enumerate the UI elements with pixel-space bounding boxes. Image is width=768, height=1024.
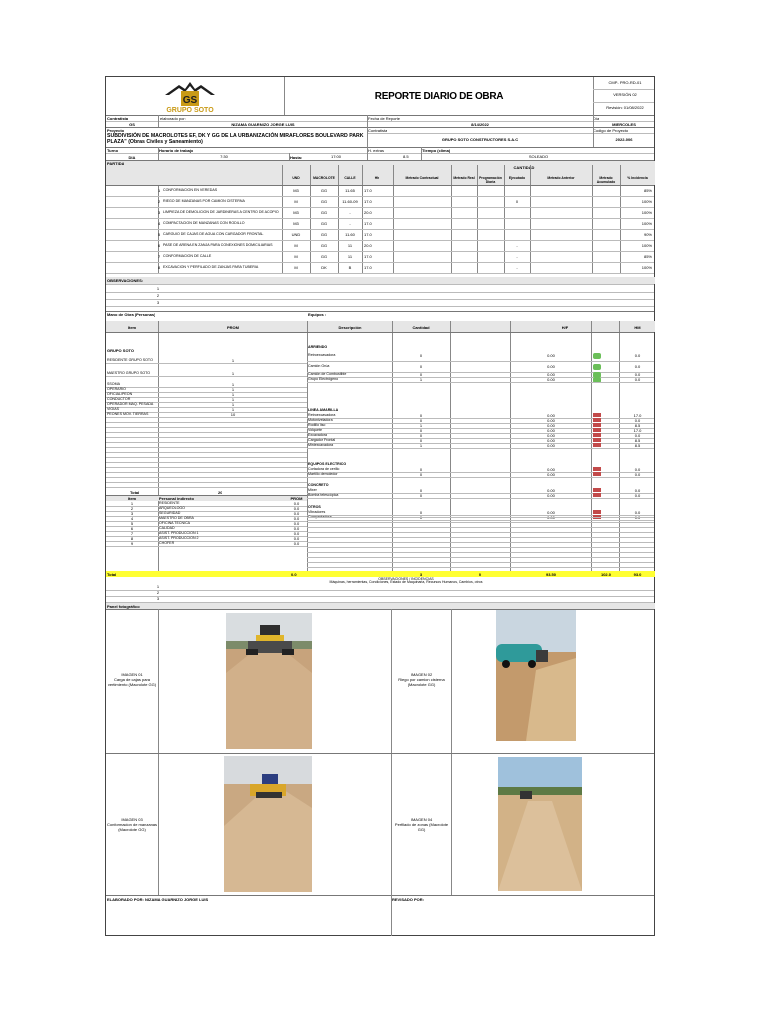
equipo-cantidad: 1: [419, 443, 423, 448]
horario-label: Horario de trabajo: [159, 148, 194, 153]
indirect-number: 6: [130, 526, 134, 531]
image-3-caption: [106, 817, 158, 832]
partida-unit: M: [294, 243, 298, 248]
image-3-desc: Conformacion de manzanas (Macrolote GG): [106, 822, 158, 832]
indirect-col-item: Item: [127, 496, 137, 501]
elaborado-footer: ELABORADO POR: NIZAMA GUARNIZO JORGE LUIS: [107, 897, 209, 902]
partida-number: 6: [158, 243, 161, 248]
equipo-hm: 0.0: [634, 510, 641, 515]
partida-hh: 17.0: [364, 221, 372, 226]
partida-number: 1: [158, 188, 161, 193]
equipo-cantidad: 0: [419, 467, 423, 472]
hrs-label: H. extras: [368, 148, 385, 153]
equipo-name: Excavadora: [308, 433, 327, 437]
partida-number: 3: [158, 210, 161, 215]
worker-count: 1: [231, 392, 235, 397]
equipo-cantidad: 0: [419, 515, 423, 520]
logo-text: GRUPO SOTO: [166, 107, 214, 114]
mano-obra-label: Mano de Obra (Personas): [107, 312, 156, 317]
status-alert-icon: [593, 510, 601, 514]
hora-fin: 17:00: [330, 154, 341, 159]
image-1-label: IMAGEN 01: [121, 672, 143, 677]
incidencias-title: OBSERVACIONES / INCIDENCIAS: [378, 577, 434, 581]
worker-count: 1: [231, 358, 235, 363]
equipo-hm: 0.0: [634, 472, 641, 477]
indirect-number: 7: [130, 531, 134, 536]
equipo-name: Camión Grúa: [308, 364, 330, 368]
worker-role: OFICIAL/PEON: [107, 392, 133, 396]
equipo-name: Camión de Combustible: [308, 372, 347, 376]
equipo-name: Retroexcavadora: [308, 413, 336, 417]
equipo-cantidad: 0: [419, 418, 423, 423]
worker-count: 1: [231, 402, 235, 407]
image-2-caption: [392, 672, 451, 687]
loader-photo-icon: [226, 613, 312, 749]
status-alert-icon: [593, 413, 601, 417]
worker-count: 10: [230, 412, 236, 417]
partidas-col-header: Metrado Anterior: [547, 176, 575, 180]
indirect-role: SEGURIDAD: [159, 511, 181, 515]
worker-role: RESIDENTE GRUPO SOTO: [107, 358, 153, 362]
image-1-caption: [106, 672, 158, 687]
photo-loader-front: [226, 613, 312, 749]
equipo-name: Cortadora de cerillo: [308, 467, 340, 471]
equipo-name: Grupo Electrógeno: [308, 377, 339, 381]
image-4-caption: [392, 817, 451, 832]
worker-count: 1: [231, 387, 235, 392]
equipo-hm: 8.5: [634, 438, 641, 443]
partida-description: CARGUIO DE CAJAS DE AGUA CON CARGADOR FRONTAL: [163, 232, 264, 236]
equipos-section-title: ARRIENDO: [308, 345, 328, 349]
status-alert-icon: [593, 493, 601, 497]
equipo-cantidad: 0: [419, 433, 423, 438]
equipo-hf: 0.00: [547, 515, 555, 520]
partida-macrolote: GG: [320, 210, 328, 215]
equipo-hf: 0.00: [547, 377, 555, 382]
partida-description: PASE DE ARENA EN ZANJA PARA CONEXIONES DOMICILIARIAS: [163, 243, 273, 247]
partidas-col-header: Metrado Contractual: [405, 176, 439, 180]
equipo-hm: 0.0: [634, 372, 641, 377]
indirect-role: MAESTRO DE OBRA: [159, 516, 194, 520]
status-alert-icon: [593, 423, 601, 427]
partida-unit: M3: [293, 210, 299, 215]
col-desc: Descripción: [338, 325, 362, 330]
equipo-hf: 0.00: [547, 438, 555, 443]
partida-calle: 11.60: [345, 232, 355, 237]
equipo-name: Volquete: [308, 428, 322, 432]
partida-hh: 20.0: [364, 210, 372, 215]
observacion-item: 2: [156, 293, 160, 298]
partida-macrolote: GG: [320, 243, 328, 248]
partida-unit: M: [294, 199, 298, 204]
indirect-value: 0.0: [293, 526, 300, 531]
partida-description: CONFORMACION EN VEREDAS: [163, 188, 218, 192]
equipo-hf: 0.00: [547, 413, 555, 418]
fecha-value: 8/14/2022: [471, 122, 489, 127]
equipo-name: Rodillo liso: [308, 423, 326, 427]
indirect-value: 0.0: [293, 506, 300, 511]
equipo-name: Mixer: [308, 488, 317, 492]
equipo-name: Bomba telescópica: [308, 493, 339, 497]
partida-description: LIMPIEZA DE DEMOLICION DE JARDINERAS A CENTRO DE ACOPIO: [163, 210, 279, 214]
equipo-hf: 0.00: [547, 418, 555, 423]
partida-incidencia: 85%: [643, 188, 652, 193]
equipo-hf: 0.00: [547, 423, 555, 428]
partida-hh: 17.0: [364, 188, 372, 193]
turno-value: DIA: [128, 155, 136, 160]
indirect-role: RESIDENTE: [159, 501, 180, 505]
grader-photo-icon: [224, 756, 312, 892]
partida-ejecutado: 0: [515, 199, 519, 204]
indirect-number: 9: [130, 541, 134, 546]
worker-count: 1: [231, 382, 235, 387]
equipo-cantidad: 0: [419, 472, 423, 477]
water-truck-photo-icon: [496, 610, 576, 741]
equipo-hf: 0.00: [547, 493, 555, 498]
partida-ejecutado: -: [516, 243, 518, 248]
partida-hh: 17.0: [364, 254, 372, 259]
partida-incidencia: 85%: [643, 254, 652, 259]
col-prom: PROM: [227, 325, 239, 330]
col-cant: Cantidad: [412, 325, 430, 330]
equipo-hf: 0.00: [547, 372, 555, 377]
equipos-section-title: CONCRETO: [308, 483, 329, 487]
equipo-cantidad: 0: [419, 510, 423, 515]
partidas-col-header: Hh: [374, 176, 380, 180]
equipo-hm: 0.0: [634, 433, 641, 438]
indirect-role: ARQUEOLOGO: [159, 506, 185, 510]
total-zero: 0: [478, 572, 482, 577]
worker-count: 1: [231, 371, 235, 376]
bottom-observacion-item: 1: [156, 584, 160, 589]
status-alert-icon: [593, 418, 601, 422]
status-alert-icon: [593, 433, 601, 437]
partida-number: 2: [158, 199, 161, 204]
equipo-cantidad: 1: [419, 423, 423, 428]
report-sheet: [105, 76, 655, 936]
indirect-value: 0.0: [293, 541, 300, 546]
total-hm2: 93.0: [633, 572, 642, 577]
equipo-cantidad: 1: [419, 377, 423, 382]
image-2-desc: Riego por camion cisterna (Macrolote GG): [398, 677, 445, 687]
hrs-value: 8.5: [403, 154, 409, 159]
partida-description: EXCAVACION Y PERFILADO DE ZANJAS PARA TUBERIA: [163, 265, 259, 269]
worker-role: OPERARIO: [107, 387, 126, 391]
equipo-cantidad: 0: [419, 413, 423, 418]
status-alert-icon: [593, 428, 601, 432]
status-ok-icon: [593, 353, 601, 359]
observacion-item: 3: [156, 300, 160, 305]
equipos-section-title: EQUIPOS ELECTRICO: [308, 462, 347, 466]
equipo-cantidad: 0: [419, 428, 423, 433]
photo-water-truck: [496, 610, 576, 741]
partida-description: CONFORMACION DE CALLE: [163, 254, 212, 258]
hora-inicio: 7:30: [220, 154, 228, 159]
partida-unit: M3: [293, 221, 299, 226]
partida-macrolote: GG: [320, 199, 328, 204]
bottom-observacion-item: 2: [156, 590, 160, 595]
partidas-col-header: Metrado Real: [453, 176, 475, 180]
image-4-label: IMAGEN 04: [410, 817, 433, 822]
tiempo-value: SOLEADO: [528, 154, 549, 159]
equipo-hm: 0.0: [634, 364, 641, 369]
worker-role: PEONES MOV. TIERRAS: [107, 412, 149, 416]
cantidad-label: CANTIDAD: [513, 165, 535, 170]
indirect-number: 2: [130, 506, 134, 511]
partida-unit: M: [294, 254, 298, 259]
partida-calle: B: [348, 265, 352, 270]
total-label: Total: [107, 572, 117, 577]
total-hm1: 102.0: [600, 572, 611, 577]
indirect-number: 4: [130, 516, 134, 521]
worker-count: 1: [231, 397, 235, 402]
col-hm: HM: [634, 325, 641, 330]
partidas-col-header: CALLE: [344, 176, 356, 180]
equipo-hm: 8.5: [634, 443, 641, 448]
status-ok-icon: [593, 364, 601, 370]
equipo-name: Retroexcavadora: [308, 353, 336, 357]
col-item: Item: [127, 325, 137, 330]
tiempo-label: Tiempo (clima): [422, 148, 451, 153]
partidas-col-header: % Incidencia: [627, 176, 648, 180]
equipo-hf: 0.00: [547, 428, 555, 433]
partidas-col-header: Programación Diaria: [479, 176, 502, 184]
equipo-hm: 0.0: [634, 493, 641, 498]
equipo-cantidad: 0: [419, 372, 423, 377]
indirect-number: 1: [130, 501, 134, 506]
indirect-number: 5: [130, 521, 134, 526]
status-alert-icon: [593, 467, 601, 471]
partida-number: 8: [158, 265, 161, 270]
report-title: REPORTE DIARIO DE OBRA: [374, 91, 504, 102]
equipo-cantidad: 0: [419, 364, 423, 369]
indirect-role: CALIDAD: [159, 526, 175, 530]
partida-number: 4: [158, 221, 161, 226]
partida-label: PARTIDA: [107, 161, 125, 166]
indirect-number: 3: [130, 511, 134, 516]
equipo-name: Motoniveladora: [308, 418, 333, 422]
partida-incidencia: 100%: [641, 265, 652, 270]
equipo-hf: 0.00: [547, 510, 555, 515]
partida-ejecutado: -: [516, 265, 518, 270]
status-alert-icon: [593, 443, 601, 447]
partida-unit: M: [294, 265, 298, 270]
indirect-value: 0.0: [293, 521, 300, 526]
doc-code: CMP- PRO-RD-01: [608, 80, 642, 85]
equipo-hm: 0.0: [634, 377, 641, 382]
indirect-col-name: Personal indirecto: [159, 496, 194, 501]
partida-unit: UND: [291, 232, 301, 237]
image-3-label: IMAGEN 03: [121, 817, 143, 822]
worker-role: MAESTRO GRUPO SOTO: [107, 371, 151, 375]
grupo-label: GRUPO SOTO: [107, 348, 135, 353]
partida-number: 5: [158, 232, 161, 237]
equipo-hf: 0.00: [547, 433, 555, 438]
indirect-value: 0.0: [293, 501, 300, 506]
partida-incidencia: 90%: [643, 232, 652, 237]
proyecto-label: Proyecto: [107, 128, 125, 133]
equipo-name: Cargador Frontal: [308, 438, 336, 442]
equipo-cantidad: 0: [419, 438, 423, 443]
partida-ejecutado: -: [516, 254, 518, 259]
worker-role: VIGIAS: [107, 407, 119, 411]
partidas-col-header: MACROLOTE: [313, 176, 335, 180]
equipo-name: Compactadora: [308, 515, 332, 519]
status-alert-icon: [593, 488, 601, 492]
equipo-name: Miniexcavadora: [308, 443, 334, 447]
bottom-observacion-item: 3: [156, 596, 160, 601]
partida-unit: M3: [293, 188, 299, 193]
equipo-hf: 0.00: [547, 472, 555, 477]
equipo-cantidad: 0: [419, 493, 423, 498]
proyecto-value: SUBDIVISIÓN DE MACROLOTES EF, DK Y GG DE LA URBANIZACIÓN MIRAFLORES BOULEVARD PARK PLAZA" (Obras Civiles y Saneamiento): [107, 133, 364, 145]
partida-calle: 11.60-09: [342, 199, 358, 204]
equipos-label: Equipos :: [308, 312, 327, 317]
status-alert-icon: [593, 438, 601, 442]
indirect-role: OFICINA TECNICA: [159, 521, 191, 525]
equipo-name: Vibradores: [308, 510, 326, 514]
partida-macrolote: GG: [320, 232, 328, 237]
partida-incidencia: 100%: [641, 199, 652, 204]
equipo-hm: 0.0: [634, 515, 641, 520]
equipos-section-title: LINEA AMARILLA: [308, 408, 339, 412]
equipo-hm: 17.0: [633, 413, 642, 418]
total-cant: 3: [419, 572, 423, 577]
indirect-number: 8: [130, 536, 134, 541]
contratista-label: Contratista: [107, 116, 129, 121]
revisado-footer: REVISADO POR:: [392, 897, 425, 902]
doc-version: VERSIÓN 02: [613, 92, 637, 97]
equipo-hm: 0.0: [634, 467, 641, 472]
equipo-cantidad: 0: [419, 353, 423, 358]
equipo-hf: 0.00: [547, 488, 555, 493]
elaborado-label: elaborado por:: [160, 116, 186, 121]
doc-revision: Revisión: 01/08/2022: [606, 105, 644, 110]
partida-macrolote: DK: [321, 265, 327, 270]
partida-number: 7: [158, 254, 161, 259]
equipo-hf: 0.00: [547, 353, 555, 358]
equipo-name: Martillo demoledor: [308, 472, 338, 476]
indirect-value: 0.0: [293, 516, 300, 521]
contratista-value: GS: [129, 122, 135, 127]
panel-label: Panel fotográfico: [107, 604, 140, 609]
indirect-role: ASIST. PRODUCCION 2: [159, 536, 199, 540]
image-2-label: IMAGEN 02: [410, 672, 433, 677]
indirect-value: 0.0: [293, 531, 300, 536]
partida-incidencia: 100%: [641, 210, 652, 215]
svg-text:GS: GS: [182, 95, 198, 106]
partida-macrolote: GG: [320, 254, 328, 259]
worker-role: CONDUCTOR: [107, 397, 131, 401]
elaborado-value: NIZAMA GUARNIZO JORGE LUIS: [231, 122, 295, 127]
dia-label: Día: [593, 116, 600, 121]
partidas-col-header: UND: [292, 176, 300, 180]
equipos-section-title: OTROS: [308, 505, 321, 509]
partida-hh: 17.0: [364, 265, 372, 270]
partida-macrolote: GG: [320, 188, 328, 193]
logo: [161, 81, 219, 113]
partida-hh: 17.0: [364, 232, 372, 237]
contratista2-value: GRUPO SOTO CONSTRUCTORES S.A.C: [441, 137, 519, 142]
mano-total-label: Total: [130, 490, 140, 495]
codigo-label: Codigo de Proyecto: [593, 128, 629, 133]
incidencias-desc: Máquinas, herramientas, Condiciones, Estado de Maquinaria, Recursos Humanos, Cambios, otros: [329, 580, 483, 584]
equipo-hf: 0.00: [547, 467, 555, 472]
indirect-col-prom: PROM: [290, 496, 303, 501]
turno-label: Turno: [107, 148, 119, 153]
fecha-label: Fecha de Reporte: [368, 116, 401, 121]
partida-incidencia: 100%: [641, 243, 652, 248]
worker-role: OPERADOR MAQ. PESADA: [107, 402, 154, 406]
hasta-label: Hasta:: [290, 155, 303, 160]
photo-site-profile: [498, 757, 582, 891]
equipo-hm: 0.0: [634, 353, 641, 358]
partida-calle: 11: [347, 243, 353, 248]
house-logo-icon: [161, 81, 219, 107]
partida-calle: -: [349, 210, 351, 215]
total-hf: 93.50: [545, 572, 556, 577]
indirect-role: ASIST. PRODUCCION 1: [159, 531, 199, 535]
equipo-hm: 8.5: [634, 423, 641, 428]
dia-value: MIERCOLES: [612, 122, 636, 127]
partida-description: RIEGO DE MANZANAS POR CAMION CISTERNA: [163, 199, 245, 203]
observaciones-label: OBSERVACIONES:: [107, 278, 144, 283]
image-4-desc: Perfilado de zonas (Macrolote GG): [394, 822, 449, 832]
col-hf: H/F: [561, 325, 569, 330]
worker-count: 1: [231, 407, 235, 412]
image-1-desc: Carga de cajas para vertimiento (Macrolote GG): [107, 677, 157, 687]
partida-description: COMPACTACION DE MANZANAS CON RODILLO: [163, 221, 245, 225]
total-prom: 0.0: [291, 572, 297, 577]
equipo-hf: 0.00: [547, 443, 555, 448]
indirect-value: 0.0: [293, 511, 300, 516]
partida-macrolote: GG: [320, 221, 328, 226]
equipo-cantidad: 0: [419, 488, 423, 493]
partida-calle: -: [349, 221, 351, 226]
site-photo-icon: [498, 757, 582, 891]
partida-incidencia: 100%: [641, 221, 652, 226]
equipo-hm: 0.0: [634, 488, 641, 493]
status-alert-icon: [593, 472, 601, 476]
observacion-item: 1: [156, 286, 160, 291]
indirect-value: 0.0: [293, 536, 300, 541]
partida-calle: 11: [347, 254, 353, 259]
indirect-role: CHOFER: [159, 541, 175, 545]
contratista2-label: Contratista: [368, 128, 388, 133]
partidas-col-header: Ejecutado: [508, 176, 526, 180]
photo-grader: [224, 756, 312, 892]
partidas-col-header: Metrado Acumulado: [596, 176, 616, 184]
mano-total-value: 20: [218, 490, 223, 495]
partida-calle: 11.65: [345, 188, 355, 193]
partida-hh: 20.0: [364, 243, 372, 248]
worker-role: SSOMA: [107, 382, 120, 386]
codigo-value: 2022-006: [615, 137, 633, 142]
equipo-hm: 17.0: [633, 428, 642, 433]
equipo-hf: 0.00: [547, 364, 555, 369]
partida-hh: 17.0: [364, 199, 372, 204]
equipo-hm: 0.0: [634, 418, 641, 423]
